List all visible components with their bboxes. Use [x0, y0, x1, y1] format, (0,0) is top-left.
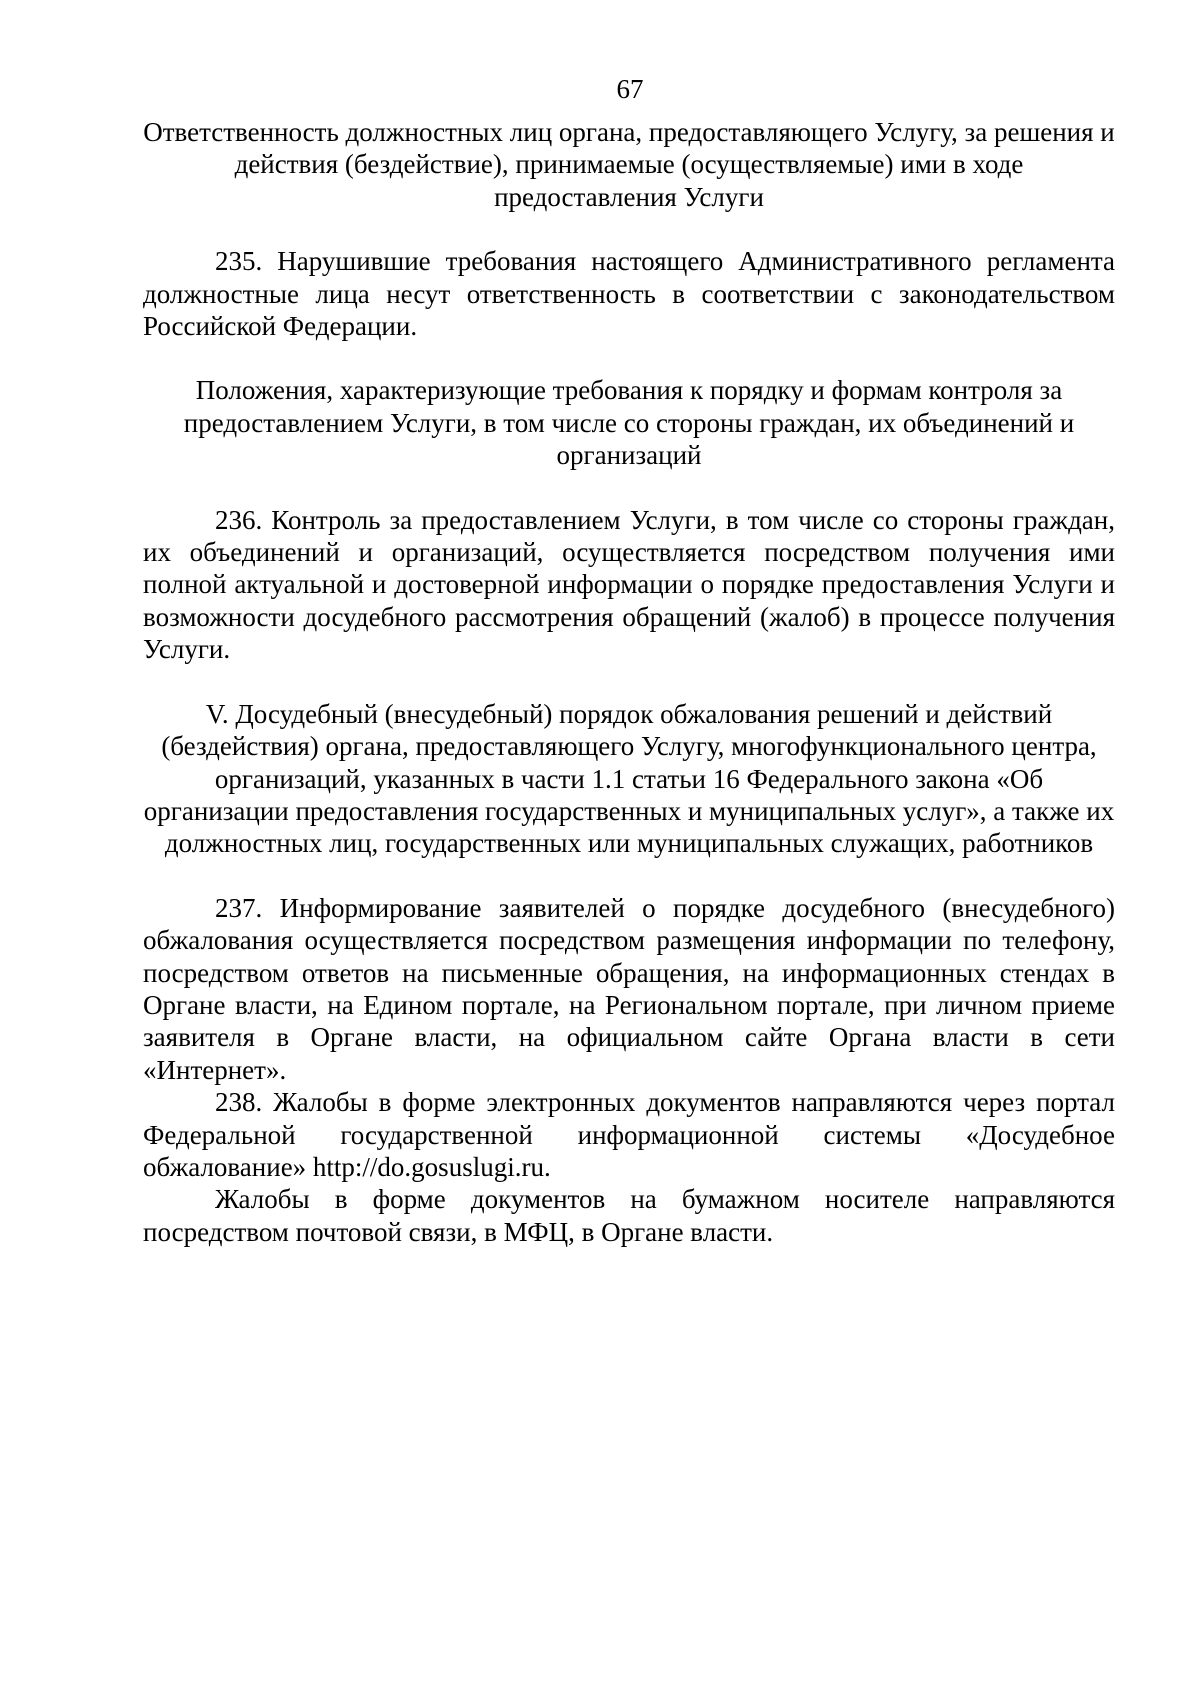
paragraph-236: 236. Контроль за предоставлением Услуги, в том числе со стороны граждан, их объединений и организаций, осуществляется посредством получения ими полной актуальной и достоверной информации о порядке предоставления Услуги и возможности досудебного рассмотрения обращений (жалоб) в процессе получения Услуги.	[143, 504, 1115, 665]
section-heading-control: Положения, характеризующие требования к порядку и формам контроля за предоставлением Услуги, в том числе со стороны граждан, их объединений и организаций	[183, 375, 1075, 471]
paragraph-238-continued: Жалобы в форме документов на бумажном носителе направляются посредством почтовой связи, в МФЦ, в Органе власти.	[143, 1184, 1115, 1247]
section-heading-appeal: V. Досудебный (внесудебный) порядок обжалования решений и действий (бездействия) органа, предоставляющего Услугу, многофункционального центра, организаций, указанных в части 1.1 статьи 16 Федерального закона «Об организации предоставления государственных и муниципальных услуг», а также их должностных лиц, государственных или муниципальных служащих, работников	[143, 698, 1115, 859]
paragraph-235: 235. Нарушившие требования настоящего Административного регламента должностные лица несут ответственность в соответствии с законодательством Российской Федерации.	[143, 246, 1115, 342]
page-number: 67	[616, 74, 644, 104]
paragraph-238: 238. Жалобы в форме электронных документов направляются через портал Федеральной государственной информационной системы «Досудебное обжалование» http://do.gosuslugi.ru.	[143, 1087, 1115, 1182]
section-heading-responsibility: Ответственность должностных лиц органа, предоставляющего Услугу, за решения и действия (бездействие), принимаемые (осуществляемые) ими в ходе предоставления Услуги	[143, 117, 1115, 212]
document-body	[143, 116, 1115, 1248]
paragraph-237: 237. Информирование заявителей о порядке досудебного (внесудебного) обжалования осуществляется посредством размещения информации по телефону, посредством ответов на письменные обращения, на информационных стендах в Органе власти, на Едином портале, на Региональном портале, при личном приеме заявителя в Органе власти, на официальном сайте Органа власти в сети «Интернет».	[143, 892, 1115, 1085]
